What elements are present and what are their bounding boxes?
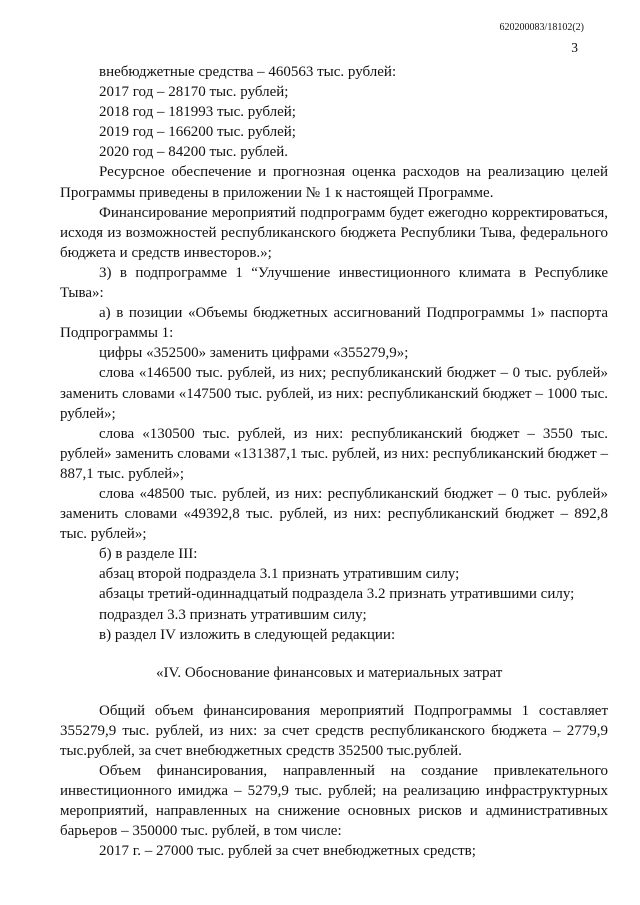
document-code: 620200083/18102(2) — [499, 22, 584, 33]
paragraph: подраздел 3.3 признать утратившим силу; — [99, 606, 367, 623]
paragraph: слова «130500 тыс. рублей, из них: республиканский бюджет – 3550 тыс. рублей» заменить словами «131387,1 тыс. рублей, из них: республиканский бюджет – 887,1 тыс. рублей»; — [60, 425, 608, 482]
paragraph: Объем финансирования, направленный на создание привлекательного инвестиционного имиджа – 5279,9 тыс. рублей; на реализацию инфраструктурных мероприятий, направленных на снижение основных рисков и административных барьеров – 350000 тыс. рублей, в том числе: — [60, 763, 608, 840]
paragraph: а) в позиции «Объемы бюджетных ассигнований Подпрограммы 1» паспорта Подпрограммы 1: — [60, 305, 608, 342]
paragraph: слова «48500 тыс. рублей, из них: республиканский бюджет – 0 тыс. рублей» заменить словами «49392,8 тыс. рублей, из них: республиканский бюджет – 892,8 тыс. рублей»; — [60, 485, 608, 543]
paragraph: Общий объем финансирования мероприятий Подпрограммы 1 составляет 355279,9 тыс. рублей, из них: за счет средств республиканского бюджета – 2779,9 тыс.рублей, за счет внебюджетных средств 352500 тыс.рублей. — [60, 702, 608, 759]
paragraph: 2018 год – 181993 тыс. рублей; — [99, 104, 296, 121]
paragraph: цифры «352500» заменить цифрами «355279,9»; — [99, 345, 409, 362]
paragraph: 2020 год – 84200 тыс. рублей. — [99, 144, 289, 161]
paragraph: 2017 год – 28170 тыс. рублей; — [99, 84, 289, 101]
section-heading: «IV. Обоснование финансовых и материальных затрат — [156, 664, 503, 681]
paragraph: в) раздел IV изложить в следующей редакции: — [99, 626, 396, 643]
paragraph: абзац второй подраздела 3.1 признать утратившим силу; — [99, 566, 460, 583]
paragraph: б) в разделе III: — [99, 546, 198, 563]
paragraph: Ресурсное обеспечение и прогнозная оценка расходов на реализацию целей Программы приведены в приложении № 1 к настоящей Программе. — [60, 164, 608, 201]
paragraph: 2019 год – 166200 тыс. рублей; — [99, 124, 296, 141]
paragraph: абзацы третий-одиннадцатый подраздела 3.2 признать утратившими силу; — [99, 586, 575, 603]
paragraph: 3) в подпрограмме 1 “Улучшение инвестиционного климата в Республике Тыва»: — [60, 264, 608, 302]
paragraph: внебюджетные средства – 460563 тыс. рублей: — [99, 64, 397, 80]
document-body — [60, 62, 608, 862]
page-number: 3 — [571, 40, 578, 55]
paragraph: 2017 г. – 27000 тыс. рублей за счет внебюджетных средств; — [99, 843, 476, 860]
paragraph: слова «146500 тыс. рублей, из них; республиканский бюджет – 0 тыс. рублей» заменить словами «147500 тыс. рублей, из них: республиканский бюджет – 1000 тыс. рублей»; — [60, 365, 608, 422]
paragraph: Финансирование мероприятий подпрограмм будет ежегодно корректироваться, исходя из возможностей республиканского бюджета Республики Тыва, федерального бюджета и средств инвесторов.»; — [60, 204, 608, 261]
